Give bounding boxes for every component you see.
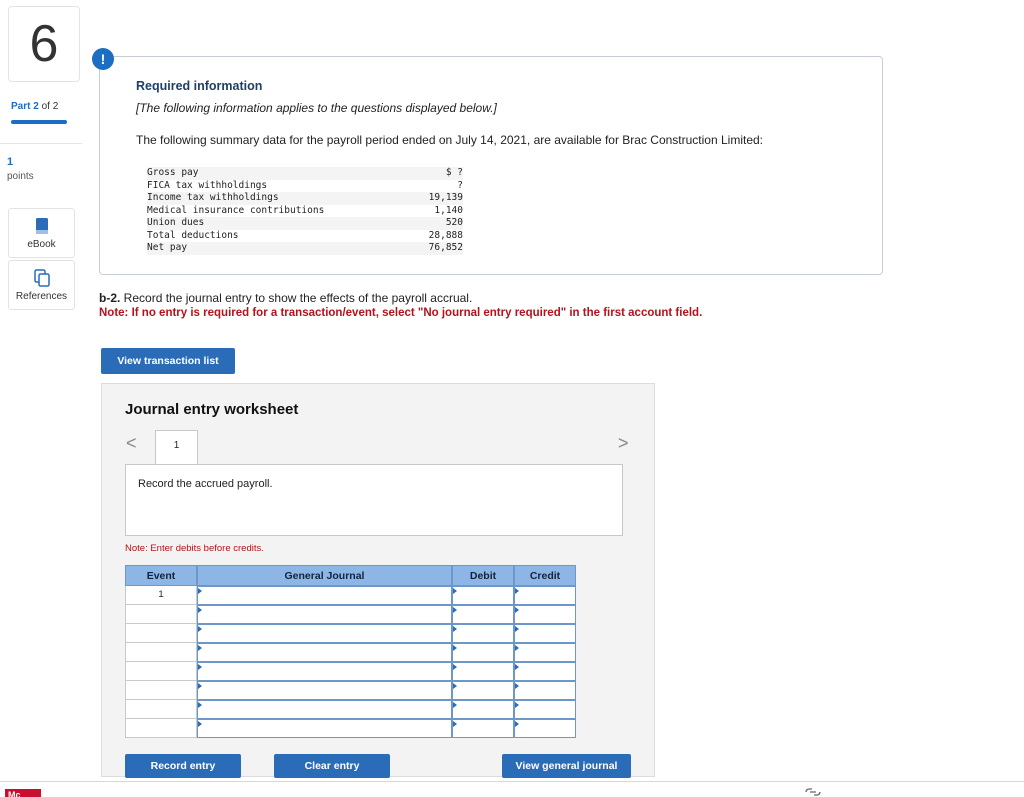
- credit-input[interactable]: [514, 681, 576, 700]
- chevron-left-icon[interactable]: <: [126, 433, 137, 453]
- payroll-summary-table: [147, 167, 463, 255]
- row-label: Medical insurance contributions: [147, 204, 325, 216]
- table-row: [125, 700, 576, 719]
- footer-divider: [0, 781, 1024, 782]
- points-value: 1: [7, 156, 14, 168]
- debit-input[interactable]: [452, 586, 514, 605]
- account-select[interactable]: [197, 643, 452, 662]
- credit-input[interactable]: [514, 643, 576, 662]
- debit-input[interactable]: [452, 643, 514, 662]
- view-general-journal-button[interactable]: View general journal: [502, 754, 631, 778]
- question-number: 6: [8, 6, 80, 82]
- publisher-logo: Mc: [5, 789, 41, 797]
- part-indicator: [11, 101, 58, 112]
- table-row: [147, 242, 463, 255]
- table-row: [147, 205, 463, 218]
- table-row: [125, 643, 576, 662]
- table-row: [147, 192, 463, 205]
- debit-credit-note: Note: Enter debits before credits.: [125, 543, 264, 554]
- row-label: Net pay: [147, 242, 423, 255]
- row-value: 520: [423, 217, 463, 230]
- row-label: Total deductions: [147, 229, 239, 241]
- link-icon[interactable]: [804, 786, 822, 797]
- journal-entry-worksheet: [101, 383, 655, 777]
- account-select[interactable]: [197, 662, 452, 681]
- part-of-text: of 2: [41, 101, 59, 112]
- part-progress-bar: [11, 120, 67, 124]
- references-button[interactable]: [8, 260, 75, 310]
- row-value: $ ?: [423, 167, 463, 180]
- table-row: [125, 605, 576, 624]
- row-label: Union dues: [147, 217, 423, 230]
- credit-input[interactable]: [514, 662, 576, 681]
- row-label: Income tax withholdings: [147, 192, 423, 205]
- row-value: 1,140: [434, 204, 463, 216]
- debit-input[interactable]: [452, 700, 514, 719]
- row-value: 76,852: [423, 242, 463, 255]
- debit-input[interactable]: [452, 605, 514, 624]
- task-note: Note: If no entry is required for a transaction/event, select "No journal entry required" in the first account field.: [99, 307, 703, 319]
- required-information-title: Required information: [136, 79, 263, 93]
- table-row: [125, 624, 576, 643]
- references-label: References: [15, 291, 68, 302]
- journal-grid: [125, 565, 576, 738]
- account-select[interactable]: [197, 605, 452, 624]
- credit-input[interactable]: [514, 719, 576, 738]
- record-entry-button[interactable]: Record entry: [125, 754, 241, 778]
- header-credit: Credit: [514, 565, 576, 586]
- table-row: [147, 180, 463, 193]
- account-select[interactable]: [197, 719, 452, 738]
- ebook-button[interactable]: [8, 208, 75, 258]
- event-cell: [125, 719, 197, 738]
- entry-description-box: [125, 464, 623, 536]
- table-row: [125, 681, 576, 700]
- debit-input[interactable]: [452, 662, 514, 681]
- event-cell: [125, 643, 197, 662]
- book-icon: [35, 217, 49, 235]
- ebook-label: eBook: [27, 239, 56, 250]
- table-row: [125, 719, 576, 738]
- credit-input[interactable]: [514, 700, 576, 719]
- rail-divider: [0, 143, 82, 144]
- debit-input[interactable]: [452, 719, 514, 738]
- account-select[interactable]: [197, 681, 452, 700]
- row-label: FICA tax withholdings: [147, 179, 268, 191]
- worksheet-title: Journal entry worksheet: [125, 401, 299, 418]
- table-row: [125, 662, 576, 681]
- table-row: [147, 230, 463, 243]
- header-event: Event: [125, 565, 197, 586]
- table-row: [147, 167, 463, 180]
- alert-icon: !: [92, 48, 114, 70]
- view-transaction-list-button[interactable]: View transaction list: [101, 348, 235, 374]
- row-value: ?: [457, 179, 463, 191]
- required-information-subtitle: [The following information applies to the questions displayed below.]: [136, 101, 497, 115]
- required-information-panel: [99, 56, 883, 275]
- event-cell: [125, 700, 197, 719]
- account-select[interactable]: [197, 700, 452, 719]
- entry-description: Record the accrued payroll.: [138, 478, 273, 490]
- table-row: [147, 217, 463, 230]
- task-instruction: b-2. Record the journal entry to show the effects of the payroll accrual.: [99, 291, 473, 305]
- clear-entry-button[interactable]: Clear entry: [274, 754, 390, 778]
- credit-input[interactable]: [514, 586, 576, 605]
- table-row: [125, 586, 576, 605]
- event-cell: 1: [125, 586, 197, 605]
- tab-entry-1[interactable]: 1: [155, 430, 198, 465]
- journal-header-row: [125, 565, 576, 586]
- chevron-right-icon[interactable]: >: [618, 433, 629, 453]
- row-label: Gross pay: [147, 167, 423, 180]
- event-cell: [125, 662, 197, 681]
- documents-icon: [34, 269, 50, 287]
- event-cell: [125, 681, 197, 700]
- account-select[interactable]: [197, 586, 452, 605]
- event-cell: [125, 624, 197, 643]
- header-debit: Debit: [452, 565, 514, 586]
- points-label: points: [7, 171, 34, 182]
- debit-input[interactable]: [452, 624, 514, 643]
- credit-input[interactable]: [514, 624, 576, 643]
- part-label: Part 2: [11, 101, 39, 112]
- required-information-text: The following summary data for the payroll period ended on July 14, 2021, are available for Brac Construction Limited:: [136, 133, 764, 147]
- row-value: 28,888: [428, 229, 463, 241]
- account-select[interactable]: [197, 624, 452, 643]
- debit-input[interactable]: [452, 681, 514, 700]
- header-general-journal: General Journal: [197, 565, 452, 586]
- row-value: 19,139: [423, 192, 463, 205]
- event-cell: [125, 605, 197, 624]
- credit-input[interactable]: [514, 605, 576, 624]
